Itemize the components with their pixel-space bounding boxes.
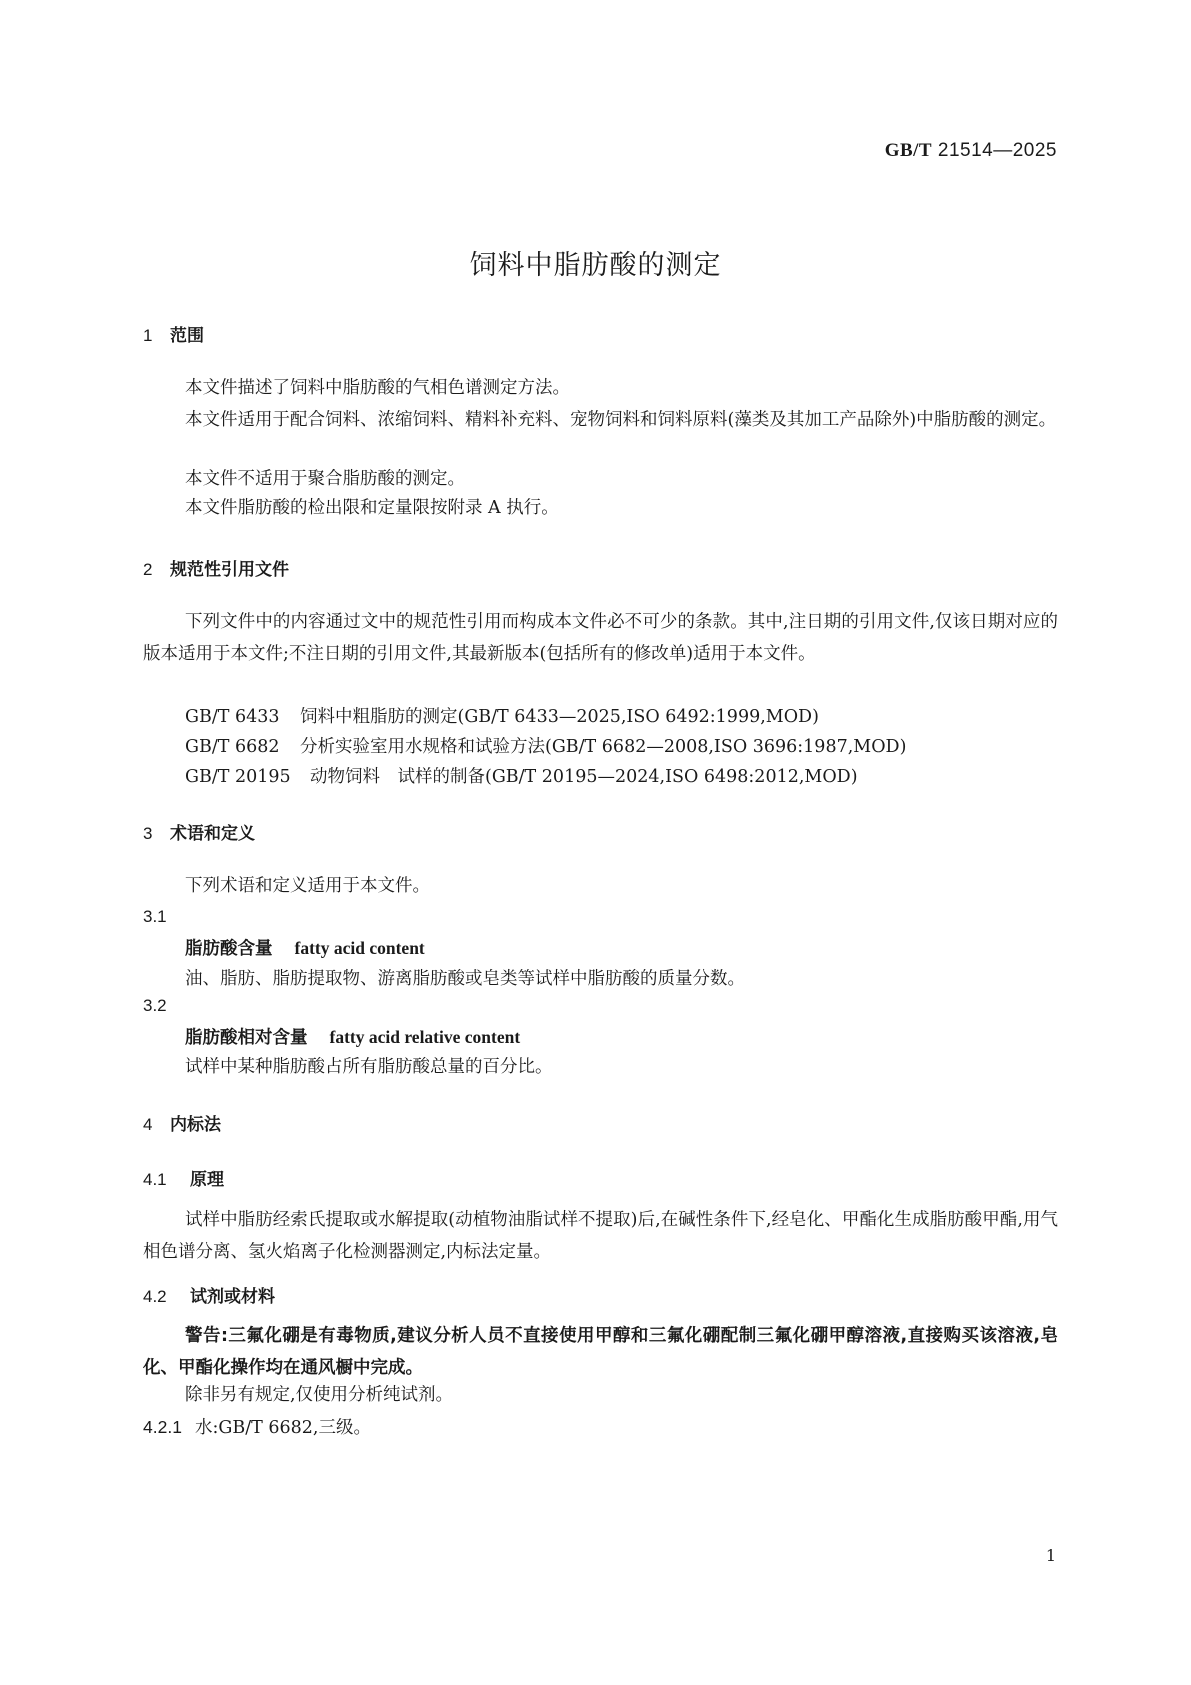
paragraph: 本文件不适用于聚合脂肪酸的测定。 — [185, 469, 465, 489]
standard-number — [885, 140, 1057, 162]
reference-text: 分析实验室用水规格和试验方法(GB/T 6682—2008,ISO 3696:1987,MOD) — [300, 737, 907, 757]
paragraph: 本文件脂肪酸的检出限和定量限按附录 A 执行。 — [185, 498, 559, 518]
reference-text: 动物饲料 试样的制备(GB/T 20195—2024,ISO 6498:2012,MOD) — [310, 767, 858, 787]
paragraph: 下列文件中的内容通过文中的规范性引用而构成本文件必不可少的条款。其中,注日期的引用文件,仅该日期对应的版本适用于本文件;不注日期的引用文件,其最新版本(包括所有的修改单)适用于本文件。 — [143, 612, 1058, 664]
section-number: 3 — [143, 824, 153, 843]
clause-4-2-1 — [143, 1414, 371, 1439]
page-number: 1 — [1045, 1546, 1056, 1565]
normative-reference — [185, 703, 819, 728]
section-2-heading — [143, 555, 289, 580]
normative-reference — [185, 733, 906, 758]
section-title: 规范性引用文件 — [170, 560, 289, 580]
term-number: 3.1 — [143, 907, 167, 926]
subsection-4-2-heading — [143, 1282, 275, 1307]
paragraph: 除非另有规定,仅使用分析纯试剂。 — [185, 1385, 454, 1405]
paragraph: 本文件描述了饲料中脂肪酸的气相色谱测定方法。 — [185, 378, 570, 398]
term-en: fatty acid content — [294, 938, 425, 958]
paragraph: 本文件适用于配合饲料、浓缩饲料、精料补充料、宠物饲料和饲料原料(藻类及其加工产品除外)中脂肪酸的测定。 — [185, 410, 1057, 430]
section-number: 2 — [143, 560, 153, 579]
term-zh: 脂肪酸含量 — [185, 939, 273, 959]
section-number: 1 — [143, 326, 153, 345]
section-number: 4 — [143, 1115, 153, 1134]
paragraph: 下列术语和定义适用于本文件。 — [185, 876, 430, 896]
reference-text: 饲料中粗脂肪的测定(GB/T 6433—2025,ISO 6492:1999,MOD) — [300, 707, 819, 727]
reference-code: GB/T 20195 — [185, 767, 291, 787]
subsection-title: 试剂或材料 — [190, 1287, 275, 1307]
clause-text: 水:GB/T 6682,三级。 — [195, 1418, 371, 1438]
clause-number: 4.2.1 — [143, 1417, 182, 1437]
document-title: 饲料中脂肪酸的测定 — [469, 250, 722, 281]
standard-code: 21514—2025 — [937, 140, 1057, 161]
term-definition: 油、脂肪、脂肪提取物、游离脂肪酸或皂类等试样中脂肪酸的质量分数。 — [185, 969, 745, 989]
section-4-heading — [143, 1110, 221, 1135]
subsection-number: 4.1 — [143, 1170, 167, 1189]
reference-code: GB/T 6433 — [185, 707, 280, 727]
subsection-number: 4.2 — [143, 1287, 167, 1306]
term-zh: 脂肪酸相对含量 — [185, 1028, 308, 1048]
section-title: 内标法 — [170, 1115, 221, 1135]
section-title: 术语和定义 — [170, 824, 255, 844]
subsection-title: 原理 — [190, 1170, 224, 1190]
reference-code: GB/T 6682 — [185, 737, 280, 757]
section-1-heading — [143, 321, 204, 346]
term-entry — [185, 1024, 520, 1049]
term-number: 3.2 — [143, 996, 167, 1015]
term-en: fatty acid relative content — [329, 1027, 521, 1047]
standard-prefix: GB/T — [884, 140, 933, 161]
term-entry — [185, 935, 425, 960]
subsection-4-1-heading — [143, 1165, 224, 1190]
normative-reference — [185, 763, 858, 788]
term-definition: 试样中某种脂肪酸占所有脂肪酸总量的百分比。 — [185, 1057, 553, 1077]
section-3-heading — [143, 819, 255, 844]
paragraph: 试样中脂肪经索氏提取或水解提取(动植物油脂试样不提取)后,在碱性条件下,经皂化、甲酯化生成脂肪酸甲酯,用气相色谱分离、氢火焰离子化检测器测定,内标法定量。 — [143, 1210, 1058, 1262]
warning-paragraph: 警告:三氟化硼是有毒物质,建议分析人员不直接使用甲醇和三氟化硼配制三氟化硼甲醇溶液,直接购买该溶液,皂化、甲酯化操作均在通风橱中完成。 — [143, 1326, 1058, 1378]
section-title: 范围 — [170, 326, 204, 346]
